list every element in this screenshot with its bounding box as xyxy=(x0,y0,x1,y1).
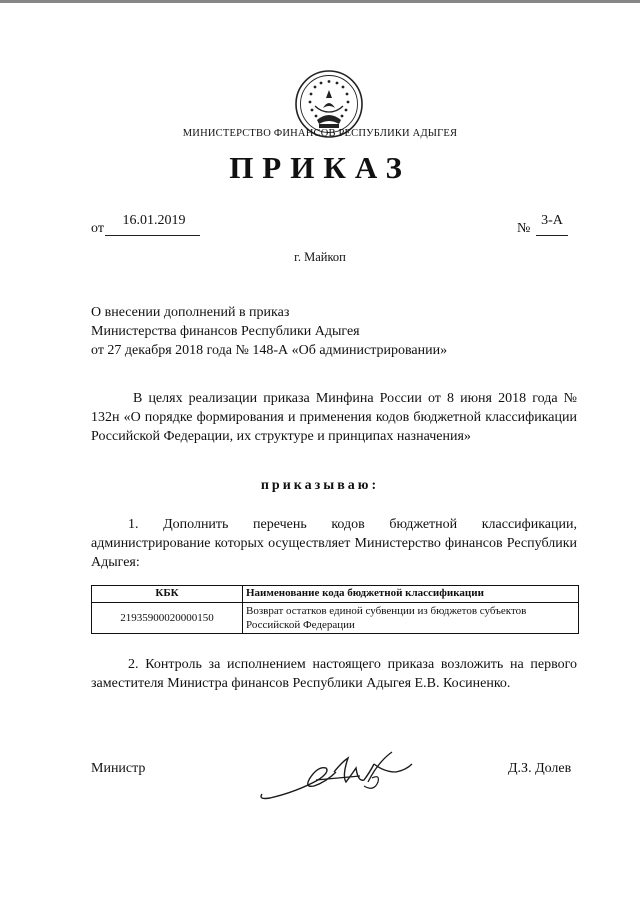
signer-name: Д.З. Долев xyxy=(508,761,572,776)
item-2-paragraph: 2. Контроль за исполнением настоящего приказа возложить на первого заместителя Министра финансов Республики Адыгея Е.В. Косиненко. xyxy=(91,657,577,691)
order-subject xyxy=(91,303,447,360)
column-header-name: Наименование кода бюджетной классификации xyxy=(243,586,579,603)
order-date: 16.01.2019 xyxy=(122,213,186,228)
number-underline xyxy=(536,235,568,236)
item-1-paragraph: 1. Дополнить перечень кодов бюджетной классификации, администрирование которых осуществляет Министерство финансов Республики Адыгея: xyxy=(91,517,577,570)
handwritten-signature xyxy=(256,742,416,804)
kbk-code-cell: 21935900020000150 xyxy=(92,603,243,634)
preamble-paragraph: В целях реализации приказа Минфина России от 8 июня 2018 года № 132н «О порядке формирования и применения кодов бюджетной классификации Российской Федерации, их структуре и принципах назначения» xyxy=(91,391,577,444)
document-title: ПРИКАЗ xyxy=(229,150,411,185)
subject-line: О внесении дополнений в приказ xyxy=(91,305,290,320)
subject-line: от 27 декабря 2018 года № 148-А «Об администрировании» xyxy=(91,343,448,358)
kbk-table xyxy=(91,585,579,634)
column-header-kbk: КБК xyxy=(92,586,243,603)
signer-position: Министр xyxy=(91,761,146,776)
subject-line: Министерства финансов Республики Адыгея xyxy=(91,324,360,339)
ministry-name: МИНИСТЕРСТВО ФИНАНСОВ РЕСПУБЛИКИ АДЫГЕЯ xyxy=(182,128,458,139)
order-number: 3-А xyxy=(541,213,563,228)
date-underline xyxy=(105,235,200,236)
number-sign: № xyxy=(517,221,531,236)
date-prefix-label: от xyxy=(91,221,104,236)
kbk-name-cell: Возврат остатков единой субвенции из бюджетов субъектов Российской Федерации xyxy=(243,603,579,634)
table-row xyxy=(92,603,579,634)
city-label: г. Майкоп xyxy=(294,250,346,264)
table-header-row xyxy=(92,586,579,603)
order-directive: приказываю: xyxy=(260,478,380,493)
scan-edge xyxy=(0,0,640,3)
